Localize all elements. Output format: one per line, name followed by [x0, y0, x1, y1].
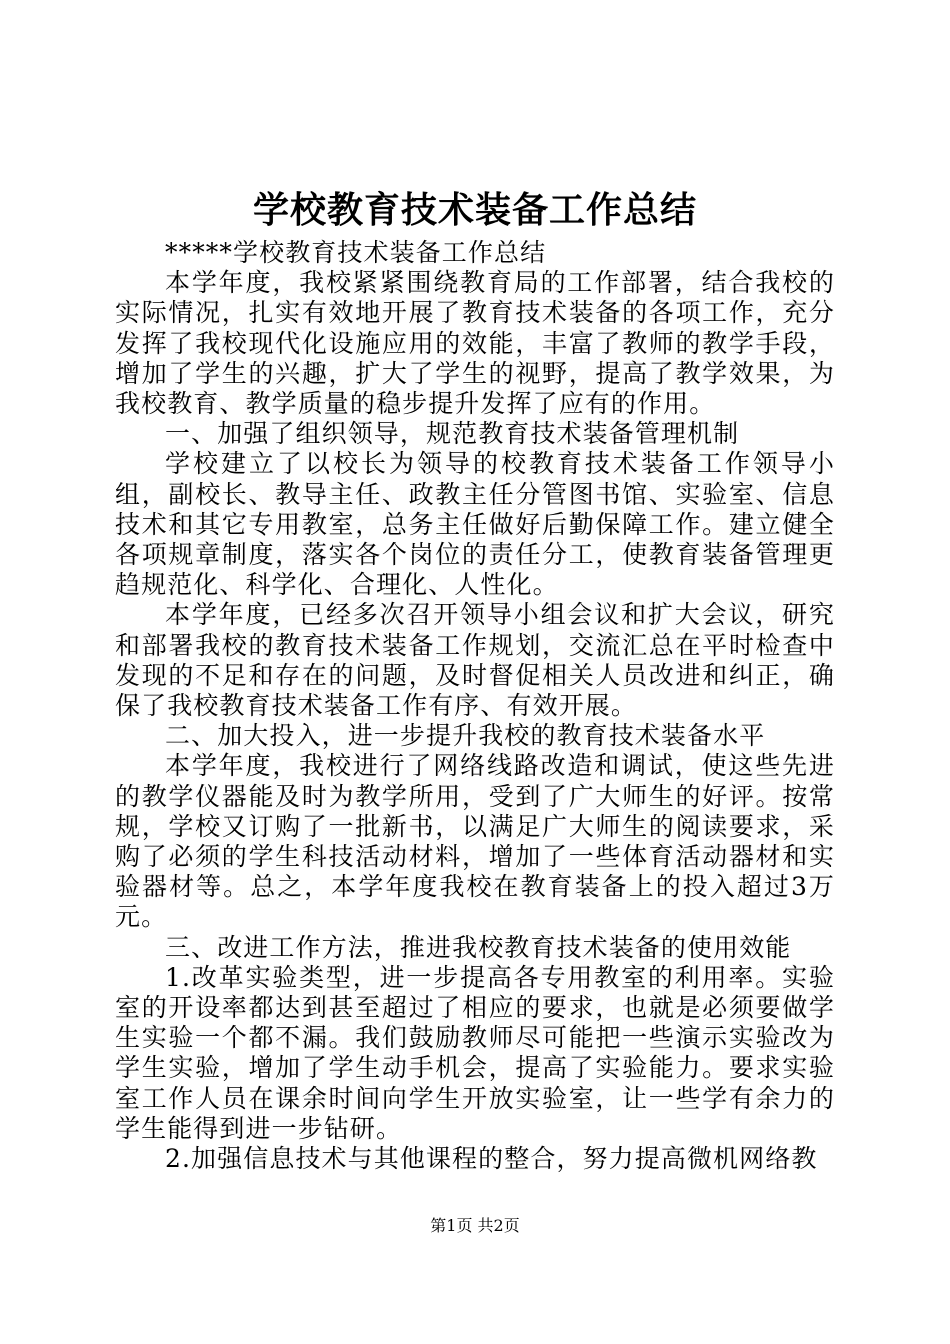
- section-heading: 三、改进工作方法，推进我校教育技术装备的使用效能: [165, 932, 792, 962]
- page-footer: 第1页 共2页: [430, 1216, 520, 1235]
- body-paragraph: 2.加强信息技术与其他课程的整合，努力提高微机网络教: [165, 1144, 818, 1174]
- body-paragraph: 学校建立了以校长为领导的校教育技术装备工作领导小组，副校长、教导主任、政教主任分管图书馆、实验室、信息技术和其它专用教室，总务主任做好后勤保障工作。建立健全各项规章制度，落实各个岗位的责任分工，使教育装备管理更趋规范化、科学化、合理化、人性化。: [115, 449, 835, 600]
- body-paragraph: 1.改革实验类型，进一步提高各专用教室的利用率。实验室的开设率都达到甚至超过了相应的要求，也就是必须要做学生实验一个都不漏。我们鼓励教师尽可能把一些演示实验改为学生实验，增加了学生动手机会，提高了实验能力。要求实验室工作人员在课余时间向学生开放实验室，让一些学有余力的学生能得到进一步钻研。: [115, 962, 835, 1143]
- document-body: [115, 238, 835, 1174]
- subtitle-paragraph: *****学校教育技术装备工作总结: [165, 238, 547, 267]
- document-title: 学校教育技术装备工作总结: [252, 189, 697, 231]
- body-paragraph: 本学年度，我校进行了网络线路改造和调试，使这些先进的教学仪器能及时为教学所用，受到了广大师生的好评。按常规，学校又订购了一批新书，以满足广大师生的阅读要求，采购了必须的学生科技活动材料，增加了一些体育活动器材和实验器材等。总之，本学年度我校在教育装备上的投入超过3万元。: [115, 751, 835, 932]
- body-paragraph: 本学年度，我校紧紧围绕教育局的工作部署，结合我校的实际情况，扎实有效地开展了教育技术装备的各项工作，充分发挥了我校现代化设施应用的效能，丰富了教师的教学手段，增加了学生的兴趣，扩大了学生的视野，提高了教学效果，为我校教育、教学质量的稳步提升发挥了应有的作用。: [115, 268, 835, 419]
- section-heading: 二、加大投入，进一步提升我校的教育技术装备水平: [165, 721, 766, 751]
- body-paragraph: 本学年度，已经多次召开领导小组会议和扩大会议，研究和部署我校的教育技术装备工作规划，交流汇总在平时检查中发现的不足和存在的问题，及时督促相关人员改进和纠正，确保了我校教育技术装备工作有序、有效开展。: [115, 600, 835, 721]
- section-heading: 一、加强了组织领导，规范教育技术装备管理机制: [165, 419, 740, 449]
